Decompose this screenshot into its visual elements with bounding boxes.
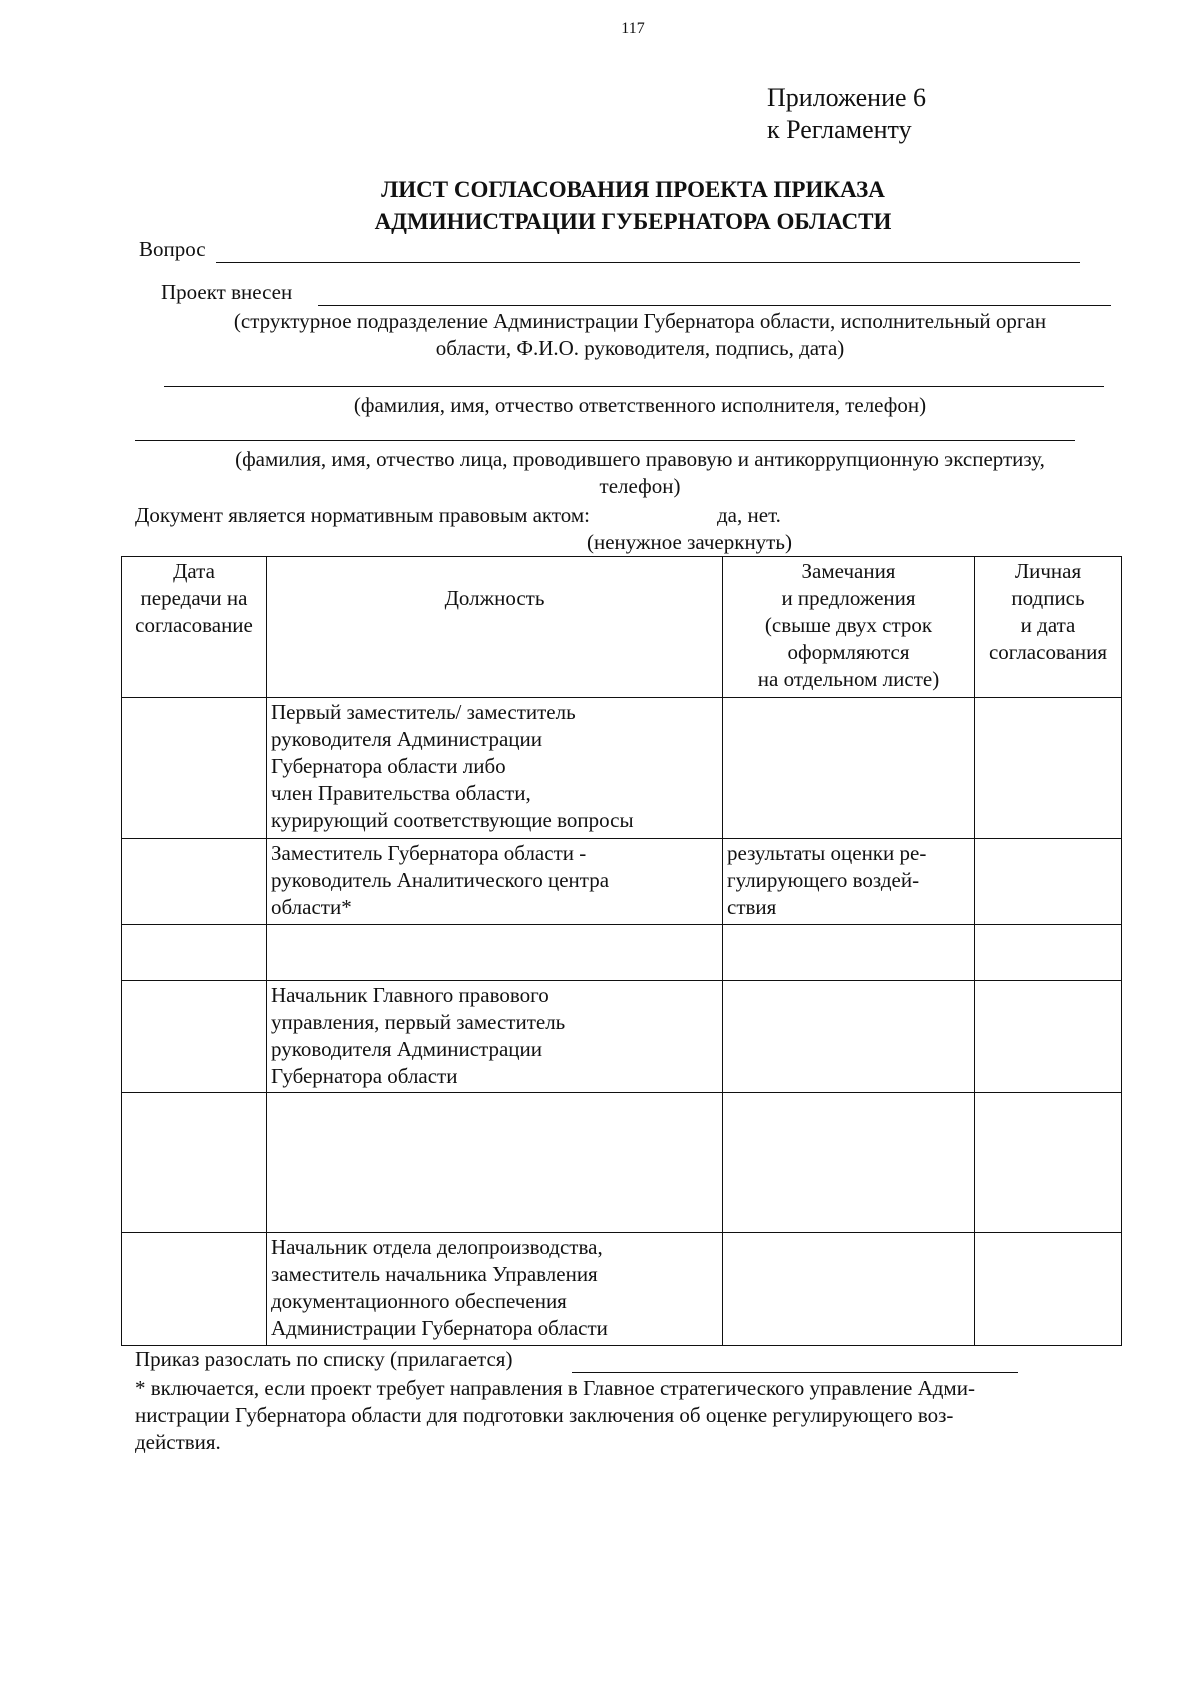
header-date-line: согласование [135,613,253,637]
signature-cell[interactable] [975,698,1122,839]
expert-hint-2: телефон) [599,474,681,498]
position-cell[interactable] [267,925,723,981]
footnote-line-2: нистрации Губернатора области для подготовки заключения об оценке регулирующего воз- [135,1403,954,1427]
appendix-line-1: Приложение 6 [767,83,927,112]
header-remarks-line: Замечания [801,559,896,583]
position-line: курирующий соответствующие вопросы [271,808,634,832]
approval-table [121,556,1122,1346]
header-date-line: Дата [173,559,215,583]
expert-field[interactable] [135,440,1075,441]
date-cell[interactable] [122,1093,267,1233]
position-cell [267,1233,723,1346]
signature-cell[interactable] [975,839,1122,925]
header-position [267,557,723,698]
position-line: Администрации Губернатора области [271,1316,608,1340]
remarks-cell[interactable] [723,1233,975,1346]
submitted-hint-1: (структурное подразделение Администрации Губернатора области, исполнительный орган [233,309,1047,333]
position-cell [267,839,723,925]
position-line: Первый заместитель/ заместитель [271,700,576,724]
submitted-field[interactable] [318,305,1111,306]
position-line: документационного обеспечения [271,1289,567,1313]
date-cell[interactable] [122,981,267,1093]
mailing-label: Приказ разослать по списку (прилагается) [135,1347,513,1371]
header-remarks-line: оформляются [787,640,910,664]
table-row [122,981,1122,1093]
table-row [122,1233,1122,1346]
title-line-2: АДМИНИСТРАЦИИ ГУБЕРНАТОРА ОБЛАСТИ [374,209,892,234]
position-cell [267,698,723,839]
submitted-label: Проект внесен [161,280,293,304]
normative-hint: (ненужное зачеркнуть) [587,530,792,554]
question-field[interactable] [216,262,1080,263]
executor-hint: (фамилия, имя, отчество ответственного исполнителя, телефон) [353,393,927,417]
header-remarks-line: и предложения [781,586,916,610]
document-title [0,174,1200,238]
executor-field[interactable] [164,386,1104,387]
date-cell[interactable] [122,839,267,925]
date-cell[interactable] [122,925,267,981]
position-line: Губернатора области [271,1064,458,1088]
position-line: управления, первый заместитель [271,1010,566,1034]
header-signature [975,557,1122,698]
date-cell[interactable] [122,1233,267,1346]
header-signature-line: Личная [1014,559,1082,583]
signature-cell[interactable] [975,925,1122,981]
position-line: руководителя Администрации [271,727,542,751]
footnote [135,1375,1125,1456]
position-line: Начальник отдела делопроизводства, [271,1235,603,1259]
position-line: руководитель Аналитического центра [271,868,610,892]
position-line: Заместитель Губернатора области - [271,841,587,865]
table-row [122,925,1122,981]
expert-hint-1: (фамилия, имя, отчество лица, проводившего правовую и антикоррупционную экспертизу, [235,447,1045,471]
position-line: Начальник Главного правового [271,983,549,1007]
date-cell[interactable] [122,698,267,839]
position-line: член Правительства области, [271,781,531,805]
header-remarks-line: на отдельном листе) [757,667,940,691]
remarks-cell[interactable] [723,925,975,981]
signature-cell[interactable] [975,1093,1122,1233]
appendix-line-2: к Регламенту [767,115,912,144]
signature-cell[interactable] [975,1233,1122,1346]
position-cell[interactable] [267,1093,723,1233]
header-signature-line: подпись [1011,586,1085,610]
remarks-line: ствия [727,895,777,919]
table-row [122,698,1122,839]
table-header-row [122,557,1122,698]
position-cell [267,981,723,1093]
header-signature-line: и дата [1020,613,1076,637]
page-number: 117 [621,20,645,37]
mailing-field[interactable] [572,1372,1018,1373]
header-remarks [723,557,975,698]
table-row [122,839,1122,925]
table-row [122,1093,1122,1233]
title-line-1: ЛИСТ СОГЛАСОВАНИЯ ПРОЕКТА ПРИКАЗА [381,177,885,202]
position-line: области* [271,895,352,919]
position-line: руководителя Администрации [271,1037,542,1061]
header-date [122,557,267,698]
footnote-line-3: действия. [135,1430,221,1454]
remarks-cell[interactable] [723,839,975,925]
remarks-cell[interactable] [723,981,975,1093]
position-line: заместитель начальника Управления [271,1262,598,1286]
normative-value[interactable]: да, нет. [717,503,781,527]
position-line: Губернатора области либо [271,754,506,778]
remarks-line: результаты оценки ре- [727,841,927,865]
question-label: Вопрос [139,237,206,261]
signature-cell[interactable] [975,981,1122,1093]
remarks-cell[interactable] [723,1093,975,1233]
header-date-line: передачи на [140,586,248,610]
submitted-hint-2: области, Ф.И.О. руководителя, подпись, дата) [435,336,845,360]
header-position-label: Должность [444,586,545,610]
appendix-reference [767,82,926,146]
normative-label: Документ является нормативным правовым актом: [135,503,590,527]
header-remarks-line: (свыше двух строк [764,613,933,637]
remarks-line: гулирующего воздей- [727,868,920,892]
remarks-cell[interactable] [723,698,975,839]
footnote-line-1: * включается, если проект требует направления в Главное стратегического управление Адми- [135,1376,975,1400]
header-signature-line: согласования [988,640,1108,664]
